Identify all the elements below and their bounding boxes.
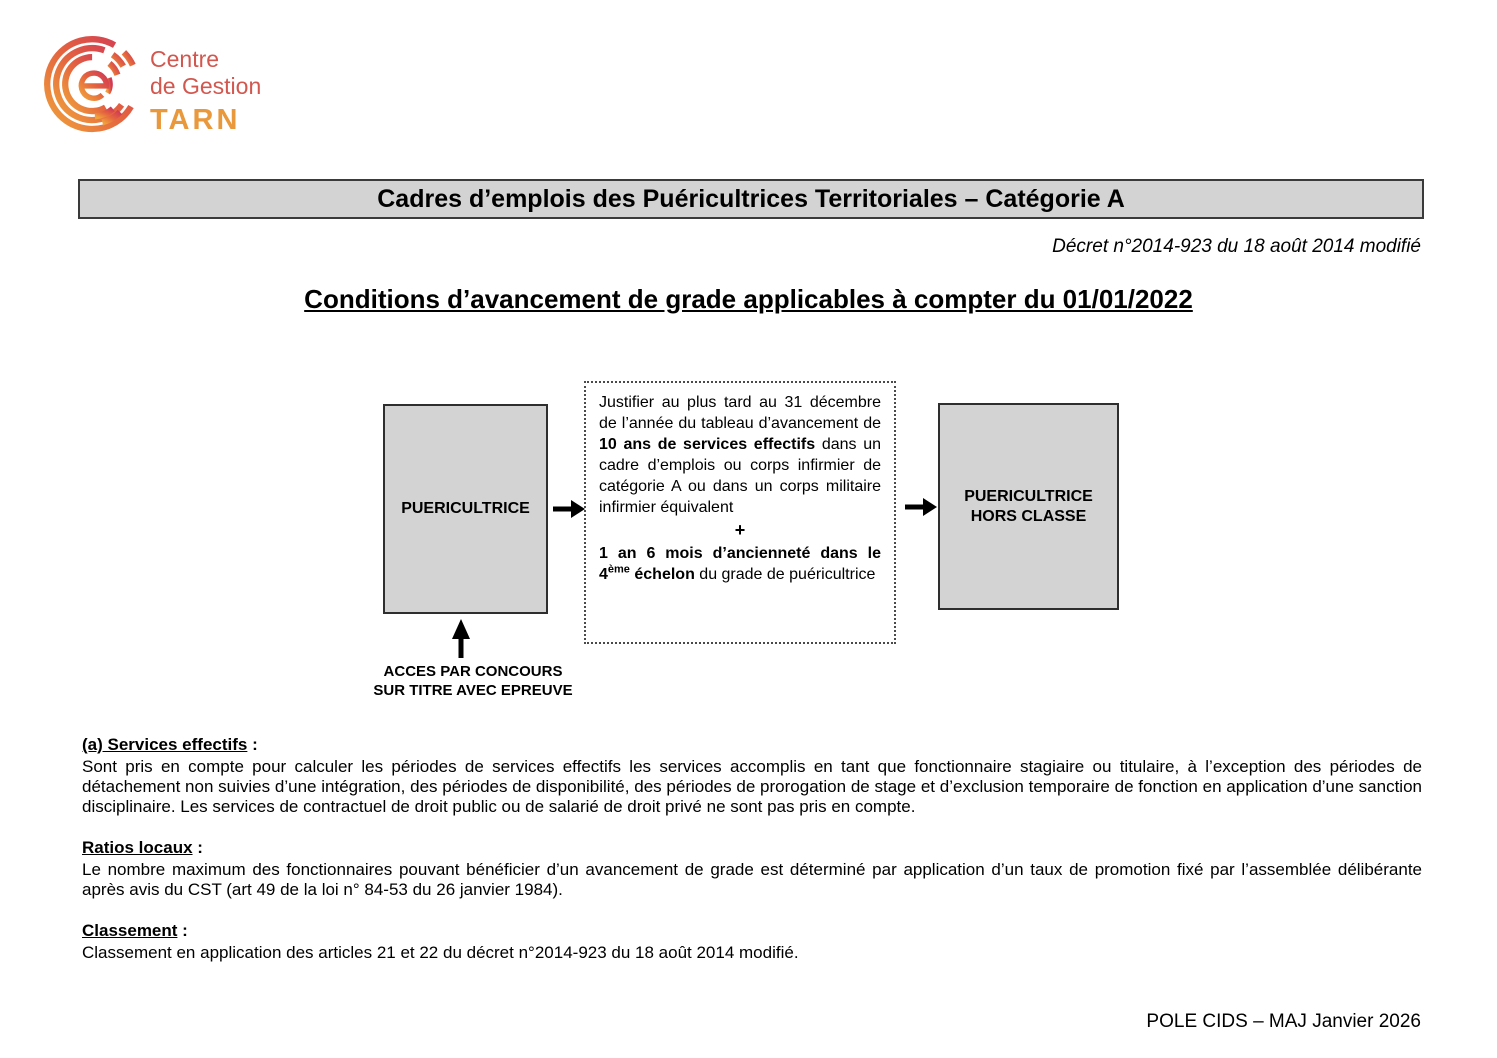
condition-text-bold: 10 ans de services effectifs xyxy=(599,436,816,453)
section-heading xyxy=(82,735,1422,755)
condition-paragraph-1 xyxy=(599,392,881,518)
section-services-effectifs xyxy=(82,735,1422,817)
logo-line-centre: Centre xyxy=(150,46,220,72)
condition-paragraph-2 xyxy=(599,543,881,585)
section-heading-colon: : xyxy=(192,838,203,857)
condition-text: dans un cadre d’emplois ou corps infirmier de catégorie A ou dans un corps militaire infirmier équivalent xyxy=(599,436,881,516)
section-body: Sont pris en compte pour calculer les périodes de services effectifs les services accomplis en tant que fonctionnaire stagiaire ou titulaire, à l’exception des périodes de détachement non suivies d’une intégration, des périodes de disponibilité, des périodes de prorogation de stage et d’exclusion temporaire de fonction en application d’une sanction disciplinaire. Les services de contractuel de droit public ou de salarié de droit privé ne sont pas pris en compte. xyxy=(82,757,1422,816)
page-heading-text: Conditions d’avancement de grade applicables à compter du 01/01/2022 xyxy=(304,284,1193,314)
grade-box-label: PUERICULTRICE xyxy=(401,500,530,517)
page-heading xyxy=(0,284,1497,315)
arrow-right-icon xyxy=(552,498,586,520)
ordinal-superscript: ème xyxy=(607,563,630,576)
section-heading-text: (a) Services effectifs xyxy=(82,735,248,754)
section-heading-colon: : xyxy=(177,921,188,940)
cdg-logo-icon xyxy=(40,28,146,142)
condition-text: 1 an 6 mois d’ancienneté dans le 4 xyxy=(599,545,881,583)
document-title-bar xyxy=(78,179,1424,219)
logo-text xyxy=(150,46,261,134)
condition-text: Justifier au plus tard au 31 décembre de l’année du tableau d’avancement de xyxy=(599,394,881,432)
arrow-up-icon xyxy=(448,618,474,658)
condition-text: échelon xyxy=(629,566,695,583)
grade-box-puericultrice-hors-classe xyxy=(938,403,1119,610)
section-body: Classement en application des articles 21 et 22 du décret n°2014-923 du 18 août 2014 modifié. xyxy=(82,943,799,962)
section-heading xyxy=(82,921,1422,941)
document-title: Cadres d’emplois des Puéricultrices Territoriales – Catégorie A xyxy=(377,184,1125,213)
plus-sign: + xyxy=(734,520,746,540)
grade-box-label-line1: PUERICULTRICE xyxy=(964,487,1093,505)
arrow-right-icon xyxy=(904,496,938,518)
section-heading-text: Classement xyxy=(82,921,178,940)
section-classement xyxy=(82,921,1422,963)
grade-box-puericultrice xyxy=(383,404,548,614)
decree-reference: Décret n°2014-923 du 18 août 2014 modifié xyxy=(1052,236,1421,257)
access-note-line1: ACCES PAR CONCOURS xyxy=(383,663,563,680)
body-sections xyxy=(82,735,1422,984)
logo-line-tarn: TARN xyxy=(150,104,241,136)
grade-box-label-line2: HORS CLASSE xyxy=(970,507,1087,525)
section-ratios-locaux xyxy=(82,838,1422,900)
page-footer: POLE CIDS – MAJ Janvier 2026 xyxy=(1146,1011,1421,1032)
section-heading xyxy=(82,838,1422,858)
section-heading-colon: : xyxy=(247,735,258,754)
access-note xyxy=(352,662,594,700)
access-note-line2: SUR TITRE AVEC EPREUVE xyxy=(373,682,573,699)
condition-text: du grade de puéricultrice xyxy=(694,566,876,583)
cdg-tarn-logo xyxy=(40,22,300,154)
logo-line-de-gestion: de Gestion xyxy=(150,73,262,99)
section-heading-text: Ratios locaux xyxy=(82,838,193,857)
condition-box xyxy=(584,381,896,644)
section-body: Le nombre maximum des fonctionnaires pouvant bénéficier d’un avancement de grade est déterminé par application d’un taux de promotion fixé par l’assemblée délibérante après avis du CST (art 49 de la loi n° 84-53 du 26 janvier 1984). xyxy=(82,860,1422,899)
